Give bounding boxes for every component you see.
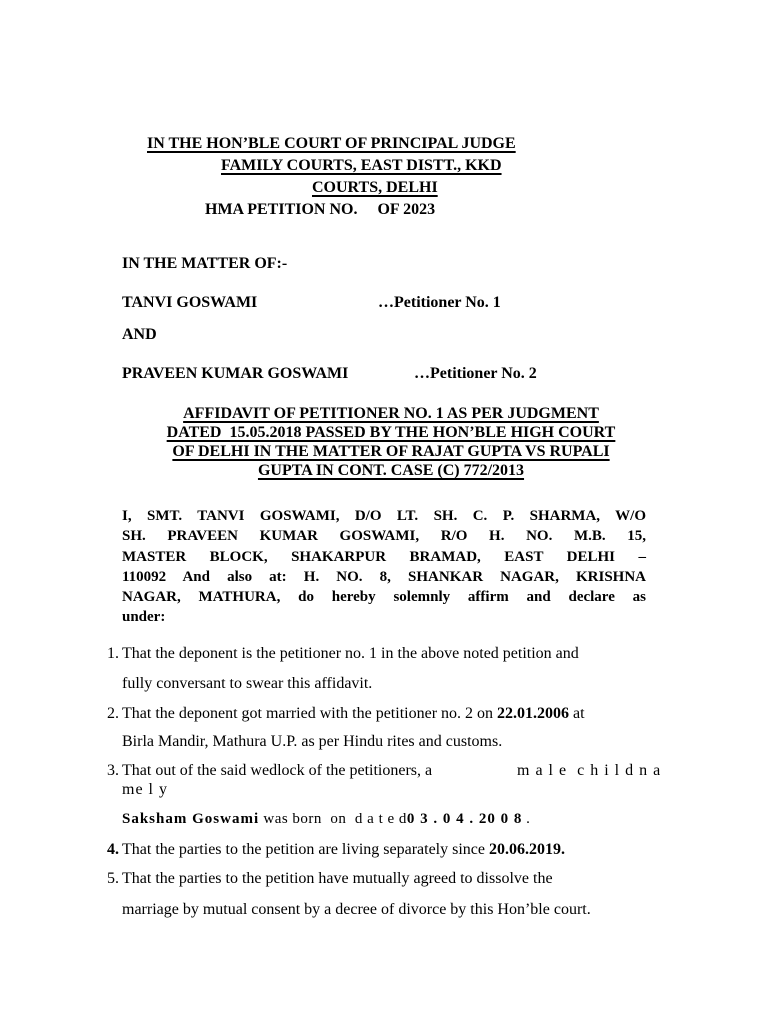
and-label: AND: [122, 326, 157, 343]
intro-line-1: I, SMT. TANVI GOSWAMI, D/O LT. SH. C. P. SHARMA, W/O: [122, 508, 646, 524]
intro-line-3: MASTER BLOCK, SHAKARPUR BRAMAD, EAST DELHI –: [122, 549, 646, 565]
para-3-line-1-b: m a l e c h i l d n a: [517, 762, 662, 779]
intro-line-2: SH. PRAVEEN KUMAR GOSWAMI, R/O H. NO. M.B. 15,: [122, 528, 646, 544]
petitioner-2-role: …Petitioner No. 2: [414, 365, 537, 382]
para-5-line-1: That the parties to the petition have mutually agreed to dissolve the: [122, 870, 553, 887]
para-4-line-1: [122, 842, 565, 858]
para-4-number: 4.: [107, 841, 119, 858]
affidavit-title-line-3: OF DELHI IN THE MATTER OF RAJAT GUPTA VS RUPALI: [172, 443, 610, 460]
intro-line-5: NAGAR, MATHURA, do hereby solemnly affirm and declare as: [122, 589, 646, 605]
affidavit-title: [135, 404, 647, 480]
para-5-number: 5.: [107, 870, 119, 887]
para-2-number: 2.: [107, 705, 119, 722]
petition-number: HMA PETITION NO. OF 2023: [205, 201, 436, 218]
intro-line-6: under:: [122, 609, 166, 625]
petitioner-1-role: …Petitioner No. 1: [378, 294, 501, 311]
para-2-line-2: Birla Mandir, Mathura U.P. as per Hindu rites and customs.: [122, 733, 503, 750]
child-birth-date: 0 3 . 0 4 . 20 0 8: [406, 811, 523, 827]
para-2-line-1: [122, 706, 585, 722]
para-3-line-1-a: That out of the said wedlock of the petitioners, a: [122, 762, 433, 779]
petitioner-2-name: PRAVEEN KUMAR GOSWAMI: [122, 365, 349, 382]
marriage-date: 22.01.2006: [497, 705, 570, 722]
intro-line-4: 110092 And also at: H. NO. 8, SHANKAR NAGAR, KRISHNA: [122, 569, 646, 585]
para-2-text-a: That the deponent got married with the petitioner no. 2 on: [122, 705, 498, 722]
petitioner-1-name: TANVI GOSWAMI: [122, 294, 258, 311]
para-1-number: 1.: [107, 645, 119, 662]
para-5-line-2: marriage by mutual consent by a decree of divorce by this Hon’ble court.: [122, 901, 591, 918]
court-heading-line-2: FAMILY COURTS, EAST DISTT., KKD: [221, 157, 502, 174]
affidavit-title-line-4: GUPTA IN CONT. CASE (C) 772/2013: [257, 462, 525, 479]
para-2-text-b: at: [569, 705, 585, 722]
court-heading-line-1: IN THE HON’BLE COURT OF PRINCIPAL JUDGE: [147, 135, 516, 152]
para-3-number: 3.: [107, 762, 119, 779]
court-heading-line-3: COURTS, DELHI: [312, 179, 438, 196]
para-1-line-1: That the deponent is the petitioner no. 1 in the above noted petition and: [122, 645, 579, 662]
para-1-line-2: fully conversant to swear this affidavit.: [122, 675, 373, 692]
affidavit-title-line-2: DATED 15.05.2018 PASSED BY THE HON’BLE HIGH COURT: [166, 424, 616, 441]
para-3-end: .: [522, 811, 530, 827]
para-3-line-3: [122, 812, 530, 827]
affidavit-title-line-1: AFFIDAVIT OF PETITIONER NO. 1 AS PER JUDGMENT: [183, 405, 599, 422]
para-4-text: That the parties to the petition are living separately since: [122, 841, 489, 858]
separation-date: 20.06.2019.: [488, 841, 565, 858]
para-3-text: was born on d a t e d: [259, 811, 407, 827]
child-name: Saksham Goswami: [122, 811, 260, 827]
in-the-matter-heading: IN THE MATTER OF:-: [122, 255, 288, 272]
para-3-line-2: me l y: [122, 781, 168, 798]
